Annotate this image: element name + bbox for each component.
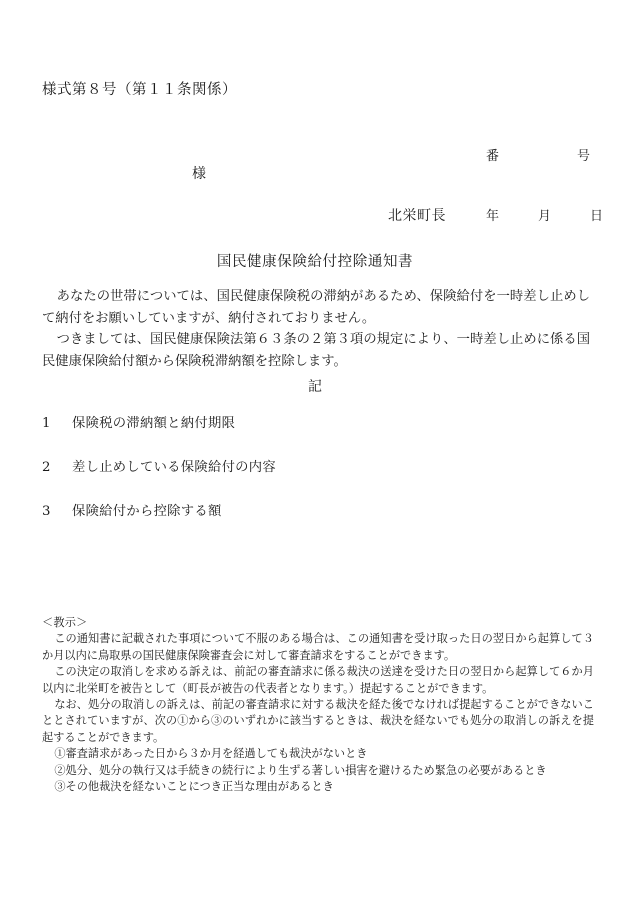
document-number-line: 番 号 <box>486 149 591 164</box>
item-label: 差し止めしている保険給付の内容 <box>72 460 276 475</box>
notice-paragraph-1: この通知書に記載された事項について不服のある場合は、この通知書を受け取った日の翌日から起算して３か月以内に鳥取県の国民健康保険審査会に対して審査請求をすることができます。 <box>42 632 594 662</box>
item-label: 保険税の滞納額と納付期限 <box>72 416 236 431</box>
list-item: ③その他裁決を経ないことにつき正当な理由があるとき <box>54 780 334 794</box>
item-number: 2 <box>42 460 51 475</box>
appeal-instructions-block <box>42 615 594 795</box>
form-number: 様式第８号（第１１条関係） <box>42 82 237 98</box>
body-paragraph-1: あなたの世帯については、国民健康保険税の滞納があるため、保険給付を一時差し止めして納付をお願いしていますが、納付されておりません。 <box>42 289 590 326</box>
issuer-name: 北栄町長 <box>388 208 446 224</box>
body-paragraph-2: つきましては、国民健康保険法第６３条の２第３項の規定により、一時差し止めに係る国民健康保険給付額から保険税滞納額を控除します。 <box>42 332 590 369</box>
document-date-line: 年 月 日 <box>486 209 604 224</box>
item-label: 保険給付から控除する額 <box>72 504 222 519</box>
addressee-honorific: 様 <box>192 166 206 182</box>
item-number: 3 <box>42 504 51 519</box>
notice-paragraph-3: なお、処分の取消しの訴えは、前記の審査請求に対する裁決を経た後でなければ提起することができないこととされていますが、次の①から③のいずれかに該当するときは、裁決を経ないでも処分の取消しの訴えを提起することができます。 <box>42 698 594 744</box>
item-number: 1 <box>42 416 51 431</box>
list-item <box>42 456 562 500</box>
list-item <box>42 412 562 456</box>
record-marker: 記 <box>308 379 322 395</box>
document-title: 国民健康保険給付控除通知書 <box>216 254 414 270</box>
list-item: ②処分、処分の執行又は手続きの続行により生ずる著しい損害を避けるため緊急の必要があるとき <box>54 763 547 777</box>
list-item: ①審査請求があった日から３か月を経過しても裁決がないとき <box>54 747 368 761</box>
list-item <box>42 500 562 544</box>
numbered-items-list <box>42 412 562 544</box>
document-number-block <box>486 107 603 267</box>
body-text <box>42 286 590 372</box>
notice-paragraph-2: この決定の取消しを求める訴えは、前記の審査請求に係る裁決の送達を受けた日の翌日から起算して６か月以内に北栄町を被告として（町長が被告の代表者となります。）提起することができます。 <box>42 665 594 695</box>
notice-exception-list <box>42 746 594 795</box>
notice-heading: ＜教示＞ <box>42 616 88 629</box>
